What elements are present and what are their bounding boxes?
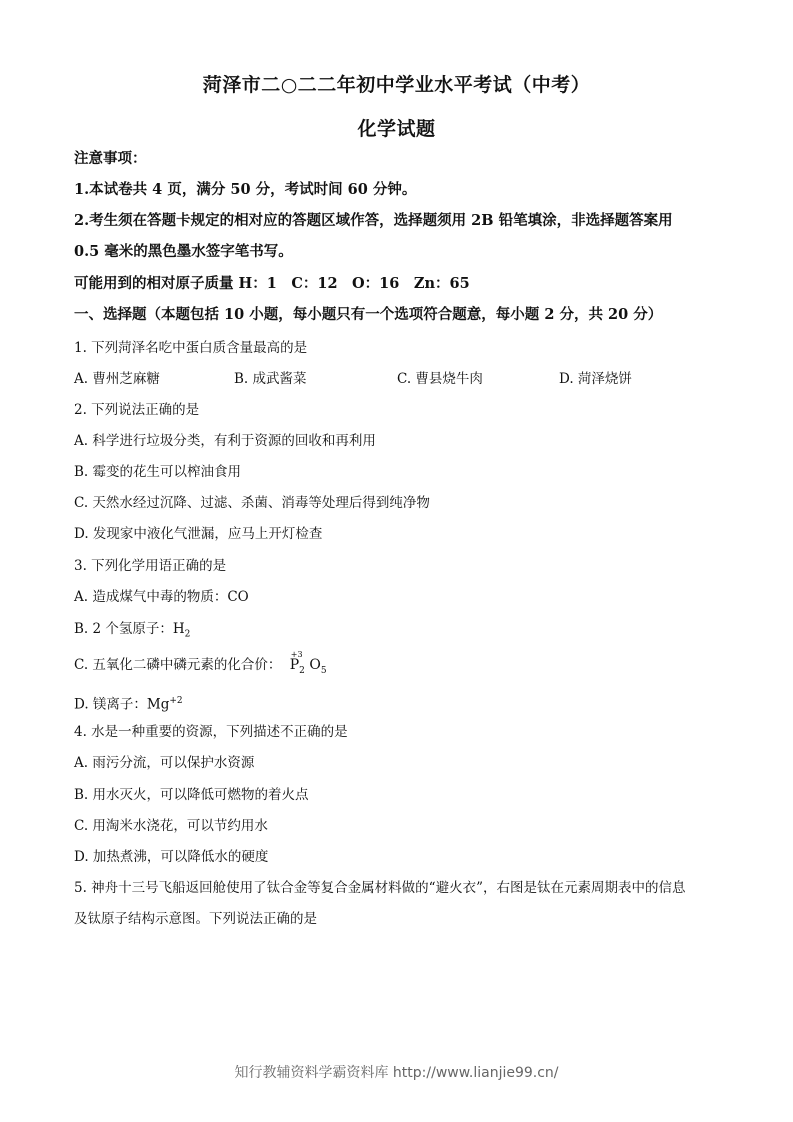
- q4-option-c: C. 用淘米水浇花，可以节约用水: [74, 818, 268, 834]
- q5-stem-line-2: 及钛原子结构示意图。下列说法正确的是: [74, 911, 317, 927]
- q4-option-a: A. 雨污分流，可以保护水资源: [74, 755, 255, 771]
- q2-option-c: C. 天然水经过沉降、过滤、杀菌、消毒等处理后得到纯净物: [74, 495, 430, 511]
- section-1-heading: 一、选择题（本题包括 10 小题，每小题只有一个选项符合题意，每小题 2 分，共 20 分）: [74, 306, 663, 323]
- q4-stem: 4. 水是一种重要的资源，下列描述不正确的是: [74, 724, 348, 740]
- q3-stem: 3. 下列化学用语正确的是: [74, 558, 227, 574]
- notice-item-2-line-2: 0.5 毫米的黑色墨水签字笔书写。: [74, 243, 293, 260]
- q5-stem-line-1: 5. 神舟十三号飞船返回舱使用了钛合金等复合金属材料做的“避火衣”，右图是钛在元素周期表中的信息: [74, 880, 686, 896]
- formula-p-subscript: 2: [299, 665, 305, 676]
- exam-title: 菏泽市二○二二年初中学业水平考试（中考）: [202, 74, 591, 96]
- formula-p: P: [289, 657, 300, 673]
- q3-option-b: [74, 620, 734, 644]
- p2o5-formula: [289, 650, 327, 680]
- notice-item-2-line-1: 2.考生须在答题卡规定的相对应的答题区域作答，选择题须用 2B 铅笔填涂，非选择题答案用: [74, 212, 673, 229]
- q4-option-d: D. 加热煮沸，可以降低水的硬度: [74, 849, 269, 865]
- q2-option-a: A. 科学进行垃圾分类，有利于资源的回收和再利用: [74, 433, 376, 449]
- notice-item-1: 1.本试卷共 4 页，满分 50 分，考试时间 60 分钟。: [74, 181, 417, 198]
- atomic-mass-note: 可能用到的相对原子质量 H：1 C：12 O：16 Zn：65: [74, 275, 470, 292]
- oxidation-state-label: +3: [290, 650, 303, 659]
- formula-o: O: [309, 657, 321, 673]
- footer-watermark: 知行教辅资料学霸资料库 http://www.lianjie99.cn/: [234, 1065, 559, 1081]
- notice-heading: 注意事项：: [74, 150, 147, 167]
- q3-option-d-text: D. 镁离子：Mg: [74, 696, 170, 713]
- q3-option-d-superscript: +2: [169, 696, 183, 706]
- q3-option-c: [74, 650, 734, 680]
- exam-subtitle: 化学试题: [357, 118, 436, 140]
- q1-option-d: D. 菏泽烧饼: [559, 371, 632, 387]
- q3-option-c-text: C. 五氧化二磷中磷元素的化合价：: [74, 657, 282, 673]
- formula-o-subscript: 5: [320, 665, 327, 676]
- q2-option-d: D. 发现家中液化气泄漏，应马上开灯检查: [74, 526, 323, 542]
- q3-option-b-subscript: 2: [184, 629, 191, 640]
- q4-option-b: B. 用水灭火，可以降低可燃物的着火点: [74, 787, 309, 803]
- q2-stem: 2. 下列说法正确的是: [74, 402, 200, 418]
- q1-option-c: C. 曹县烧牛肉: [397, 371, 483, 387]
- q3-option-a: A. 造成煤气中毒的物质：CO: [74, 589, 249, 605]
- q1-stem: 1. 下列菏泽名吃中蛋白质含量最高的是: [74, 340, 308, 356]
- q3-option-b-text: B. 2 个氢原子：H: [74, 621, 185, 637]
- q1-option-a: A. 曹州芝麻糖: [74, 371, 160, 387]
- q2-option-b: B. 霉变的花生可以榨油食用: [74, 464, 242, 480]
- q1-option-b: B. 成武酱菜: [234, 371, 307, 387]
- q3-option-d: [74, 692, 734, 714]
